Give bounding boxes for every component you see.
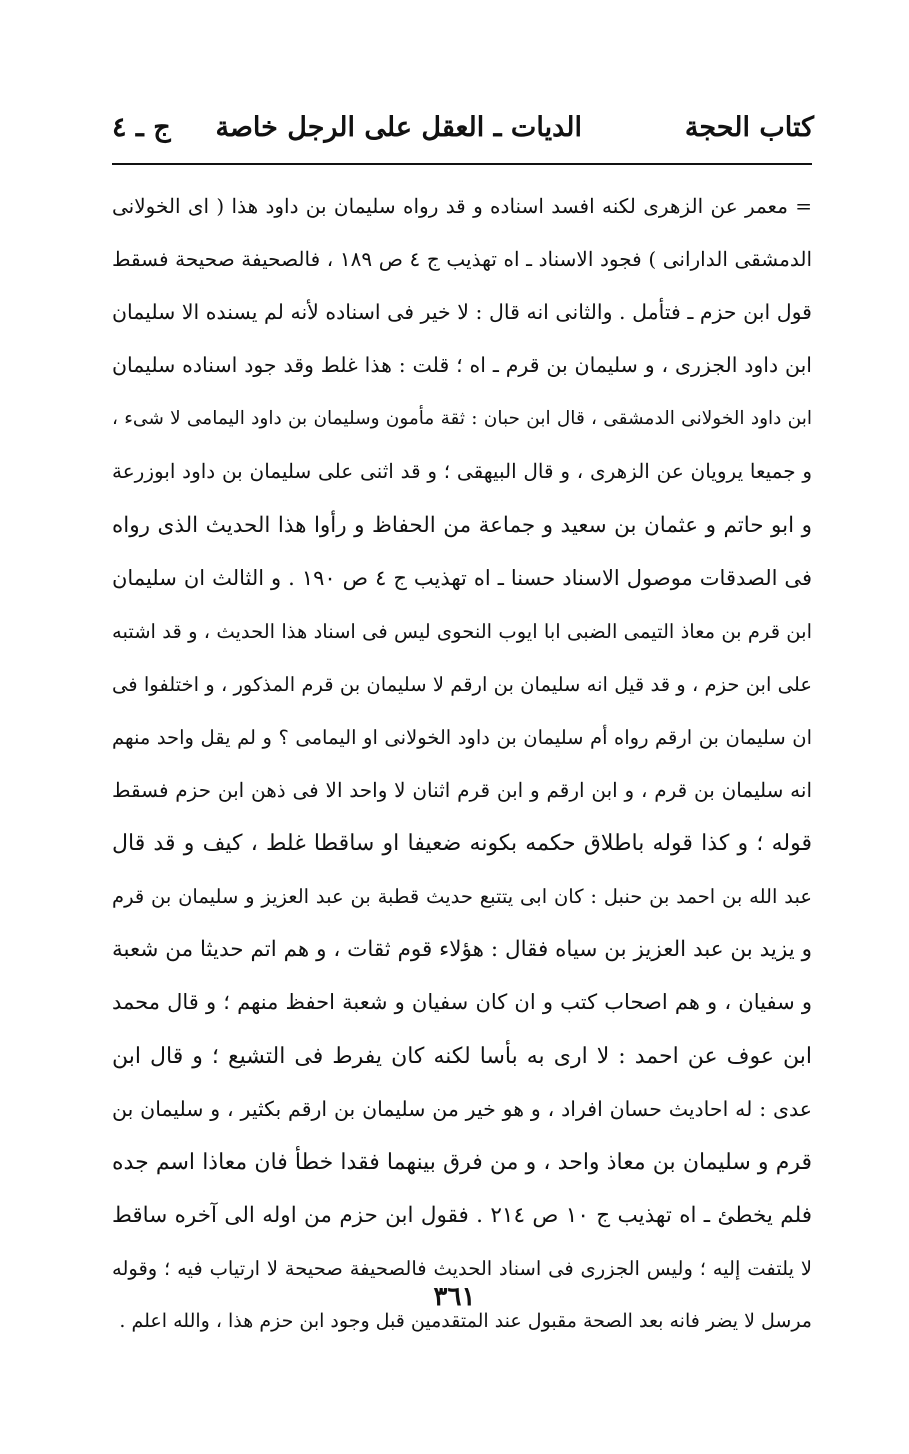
section-title: الديات ـ العقل على الرجل خاصة: [215, 112, 582, 143]
text-line: لا يلتفت إليه ؛ وليس الجزرى فى اسناد الحديث فالصحيفة صحيحة لا ارتياب فيه ؛ وقوله: [112, 1256, 812, 1280]
page-number: ٣٦١: [433, 1282, 476, 1312]
text-line: و يزيد بن عبد العزيز بن سياه فقال : هؤلاء قوم ثقات ، و هم اتم حديثا من شعبة: [112, 937, 812, 963]
text-line: مرسل لا يضر فانه بعد الصحة مقبول عند المتقدمين قبل وجود ابن حزم هذا ، والله اعلم .: [119, 1309, 812, 1332]
book-title: كتاب الحجة: [684, 112, 814, 143]
volume-number: ج ـ ٤: [112, 112, 171, 143]
text-line: فلم يخطئ ـ اه تهذيب ج ١٠ ص ٢١٤ . فقول ابن حزم من اوله الى آخره ساقط: [112, 1202, 812, 1228]
header-rule: [112, 163, 812, 165]
running-header: [108, 108, 814, 156]
text-line: ابن داود الجزرى ، و سليمان بن قرم ـ اه ؛ قلت : هذا غلط وقد جود اسناده سليمان: [112, 353, 812, 378]
text-line: ابن قرم بن معاذ التيمى الضبى ابا ايوب النحوى ليس فى اسناد هذا الحديث ، و قد اشتبه: [112, 619, 812, 643]
text-line: على ابن حزم ، و قد قيل انه سليمان بن ارقم لا سليمان بن قرم المذكور ، و اختلفوا فى: [112, 672, 812, 696]
text-line: و ابو حاتم و عثمان بن سعيد و جماعة من الحفاظ و رأوا هذا الحديث الذى رواه: [112, 512, 812, 538]
text-line: ابن داود الخولانى الدمشقى ، قال ابن حبان : ثقة مأمون وسليمان بن داود اليمامى لا شىء ،: [112, 408, 812, 430]
main-text: [112, 180, 812, 1348]
text-line: فى الصدقات موصول الاسناد حسنا ـ اه تهذيب ج ٤ ص ١٩٠ . و الثالث ان سليمان: [112, 565, 812, 590]
text-line: و سفيان ، و هم اصحاب كتب و ان كان سفيان و شعبة احفظ منهم ؛ و قال محمد: [112, 990, 812, 1015]
text-line: قرم و سليمان بن معاذ واحد ، و من فرق بينهما فقدا خطأ فان معاذا اسم جده: [112, 1149, 812, 1175]
text-line: انه سليمان بن قرم ، و ابن ارقم و ابن قرم اثنان لا واحد الا فى ذهن ابن حزم فسقط: [112, 778, 812, 803]
text-line: ان سليمان بن ارقم رواه أم سليمان بن داود الخولانى او اليمامى ؟ و لم يقل واحد منهم: [112, 725, 812, 749]
text-line: قول ابن حزم ـ فتأمل . والثانى انه قال : لا خير فى اسناده لأنه لم يسنده الا سليمان: [112, 300, 812, 325]
text-line: ابن عوف عن احمد : لا ارى به بأسا لكنه كان يفرط فى التشيع ؛ و قال ابن: [112, 1043, 812, 1069]
text-line: و جميعا يرويان عن الزهرى ، و قال البيهقى ؛ و قد اثنى على سليمان بن داود ابوزرعة: [112, 459, 812, 484]
text-line: الدمشقى الدارانى ) فجود الاسناد ـ اه تهذيب ج ٤ ص ١٨٩ ، فالصحيفة صحيحة فسقط: [112, 247, 812, 272]
text-line: عدى : له احاديث حسان افراد ، و هو خير من سليمان بن ارقم بكثير ، و سليمان بن: [112, 1096, 812, 1121]
text-line: = معمر عن الزهرى لكنه افسد اسناده و قد رواه سليمان بن داود هذا ( اى الخولانى: [112, 194, 812, 218]
text-line: عبد الله بن احمد بن حنبل : كان ابى يتتبع حديث قطبة بن عبد العزيز و سليمان بن قرم: [112, 885, 812, 909]
text-line: قوله ؛ و كذا قوله باطلاق حكمه بكونه ضعيفا او ساقطا غلط ، كيف و قد قال: [112, 831, 812, 857]
